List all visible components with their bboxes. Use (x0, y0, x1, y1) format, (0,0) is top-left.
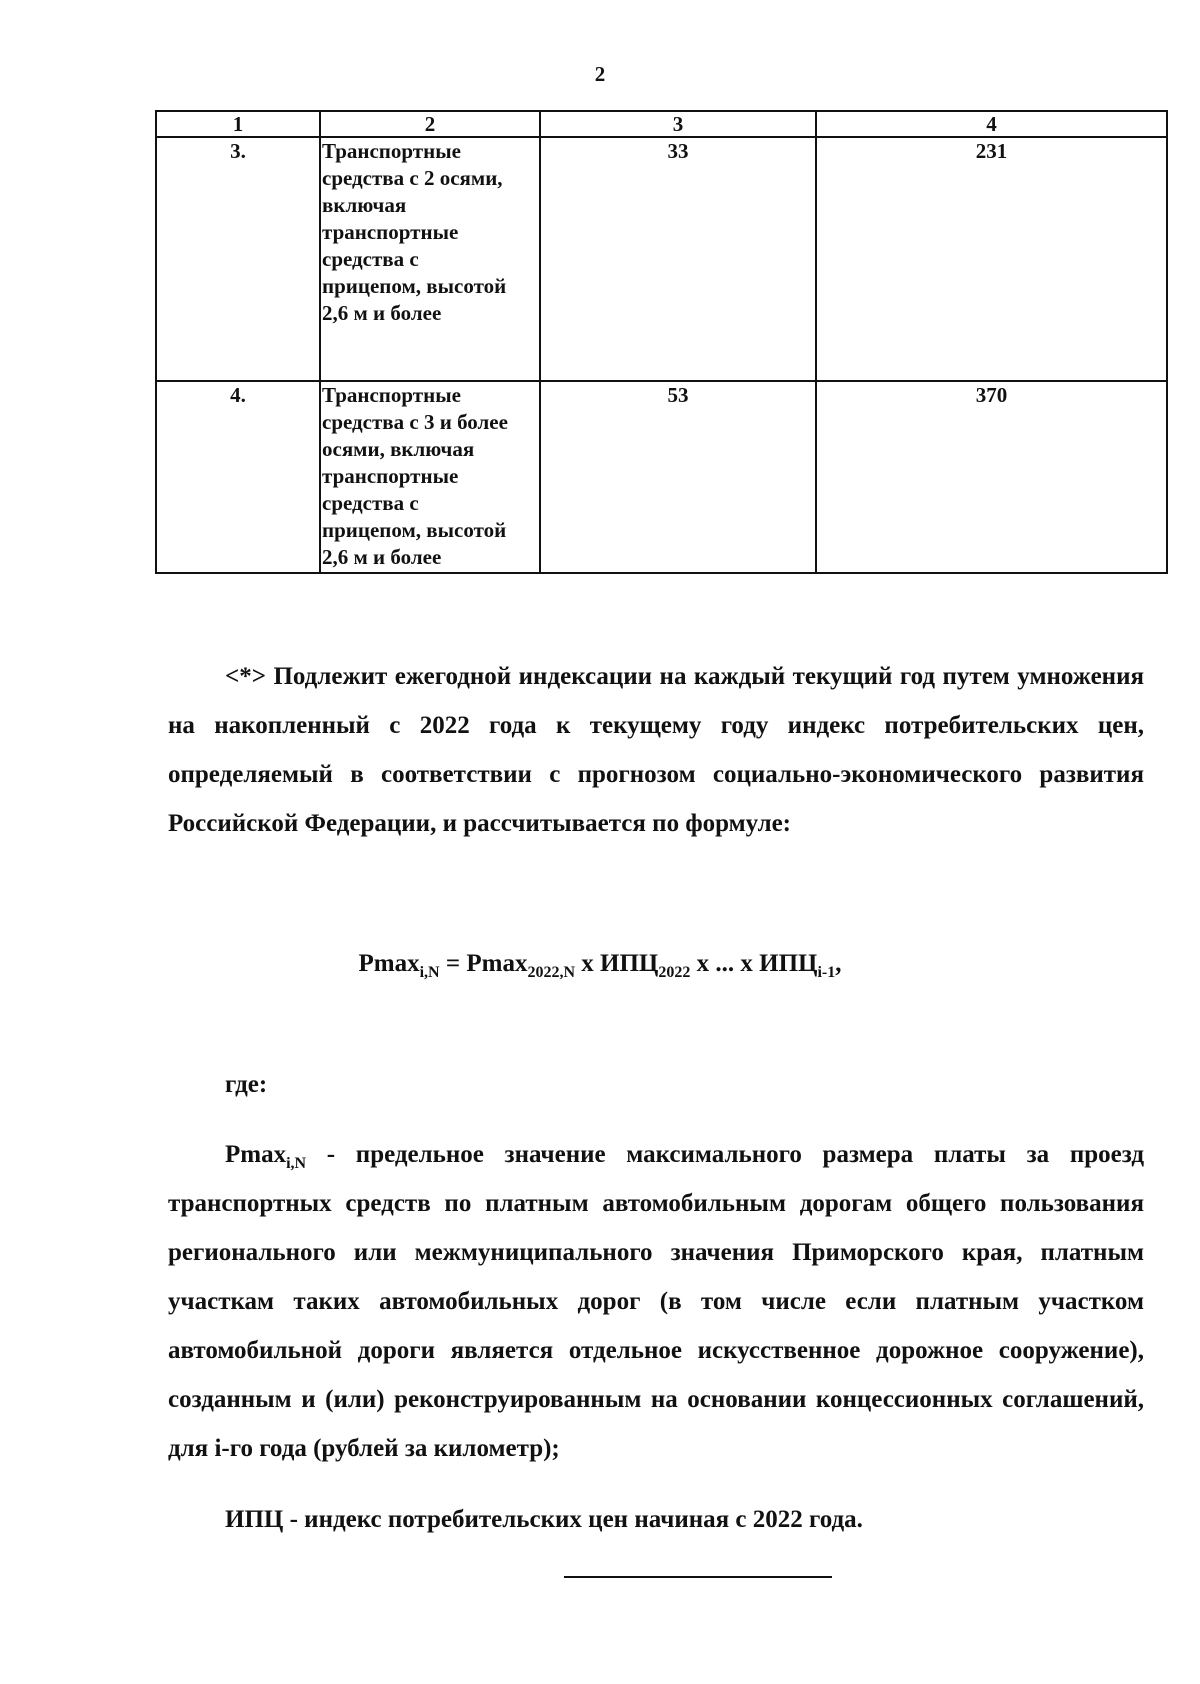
end-divider (564, 1576, 832, 1578)
column-3-value: 53 (540, 381, 816, 573)
where-label: где: (225, 1071, 268, 1098)
formula-ipc-term: ИПЦ (600, 950, 659, 977)
formula-times: х (575, 950, 601, 977)
column-4-value: 231 (816, 137, 1167, 381)
pmax-subscript: i,N (286, 1155, 307, 1172)
column-3-value: 33 (540, 137, 816, 381)
description-line: прицепом, высотой (322, 274, 507, 298)
column-header-2: 2 (320, 111, 540, 137)
formula-rhs-term: Pmax (466, 950, 528, 977)
column-header-4: 4 (816, 111, 1167, 137)
formula-lhs-subscript: i,N (419, 964, 440, 981)
formula-ipc-last-term: ИПЦ (759, 950, 818, 977)
description-line: транспортные (322, 220, 459, 244)
description-line: средства с 2 осями, (322, 166, 503, 190)
pmax-term: Pmax (225, 1141, 287, 1168)
formula-tail: , (835, 950, 842, 977)
description-line: осями, включая (322, 437, 475, 461)
description-line: средства с (322, 491, 419, 515)
description-line: средства с (322, 247, 419, 271)
table-header-row (156, 111, 1167, 137)
ipc-definition: ИПЦ - индекс потребительских цен начиная с 2022 года. (225, 1506, 863, 1533)
formula-ipc-last-subscript: i-1 (817, 964, 836, 981)
row-index: 4. (156, 381, 320, 573)
description-line: средства с 3 и более (322, 410, 508, 434)
column-4-value: 370 (816, 381, 1167, 573)
formula-lhs: Pmax (358, 950, 420, 977)
description-line: транспортные (322, 464, 459, 488)
table-row (156, 137, 1167, 381)
page-number: 2 (594, 62, 606, 86)
pmax-definition (168, 1130, 1144, 1473)
vehicle-description (320, 381, 540, 573)
vehicle-description (320, 137, 540, 381)
formula-ellipsis: х ... х (690, 950, 760, 977)
formula-ipc-subscript: 2022 (658, 964, 691, 981)
column-header-3: 3 (540, 111, 816, 137)
fees-table (155, 110, 1168, 574)
formula-equals: = (439, 950, 467, 977)
column-header-1: 1 (156, 111, 320, 137)
pmax-text: - предельное значение максимального размера платы за проезд транспортных средств по платным автомобильным дорогам общего пользования регионального или межмуниципального значения Приморского края, платным участкам таких автомобильных дорог (в том числе если платным участком автомобильной дороги является отдельное искусственное дорожное сооружение), созданным и (или) реконструированным на основании концессионных соглашений, для i-го года (рублей за километр); (168, 1141, 1144, 1462)
row-index: 3. (156, 137, 320, 381)
description-line: 2,6 м и более (322, 545, 442, 569)
description-line: прицепом, высотой (322, 518, 507, 542)
description-line: Транспортные (322, 139, 461, 163)
description-line: Транспортные (322, 383, 461, 407)
table-row (156, 381, 1167, 573)
formula-rhs-subscript: 2022,N (527, 964, 576, 981)
description-line: включая (322, 193, 407, 217)
indexation-note: <*> Подлежит ежегодной индексации на каждый текущий год путем умножения на накопленный с 2022 года к текущему году индекс потребительских цен, определяемый в соответствии с прогнозом социально-экономического развития Российской Федерации, и рассчитывается по формуле: (168, 663, 1144, 837)
formula (0, 950, 1200, 982)
description-line: 2,6 м и более (322, 301, 442, 325)
